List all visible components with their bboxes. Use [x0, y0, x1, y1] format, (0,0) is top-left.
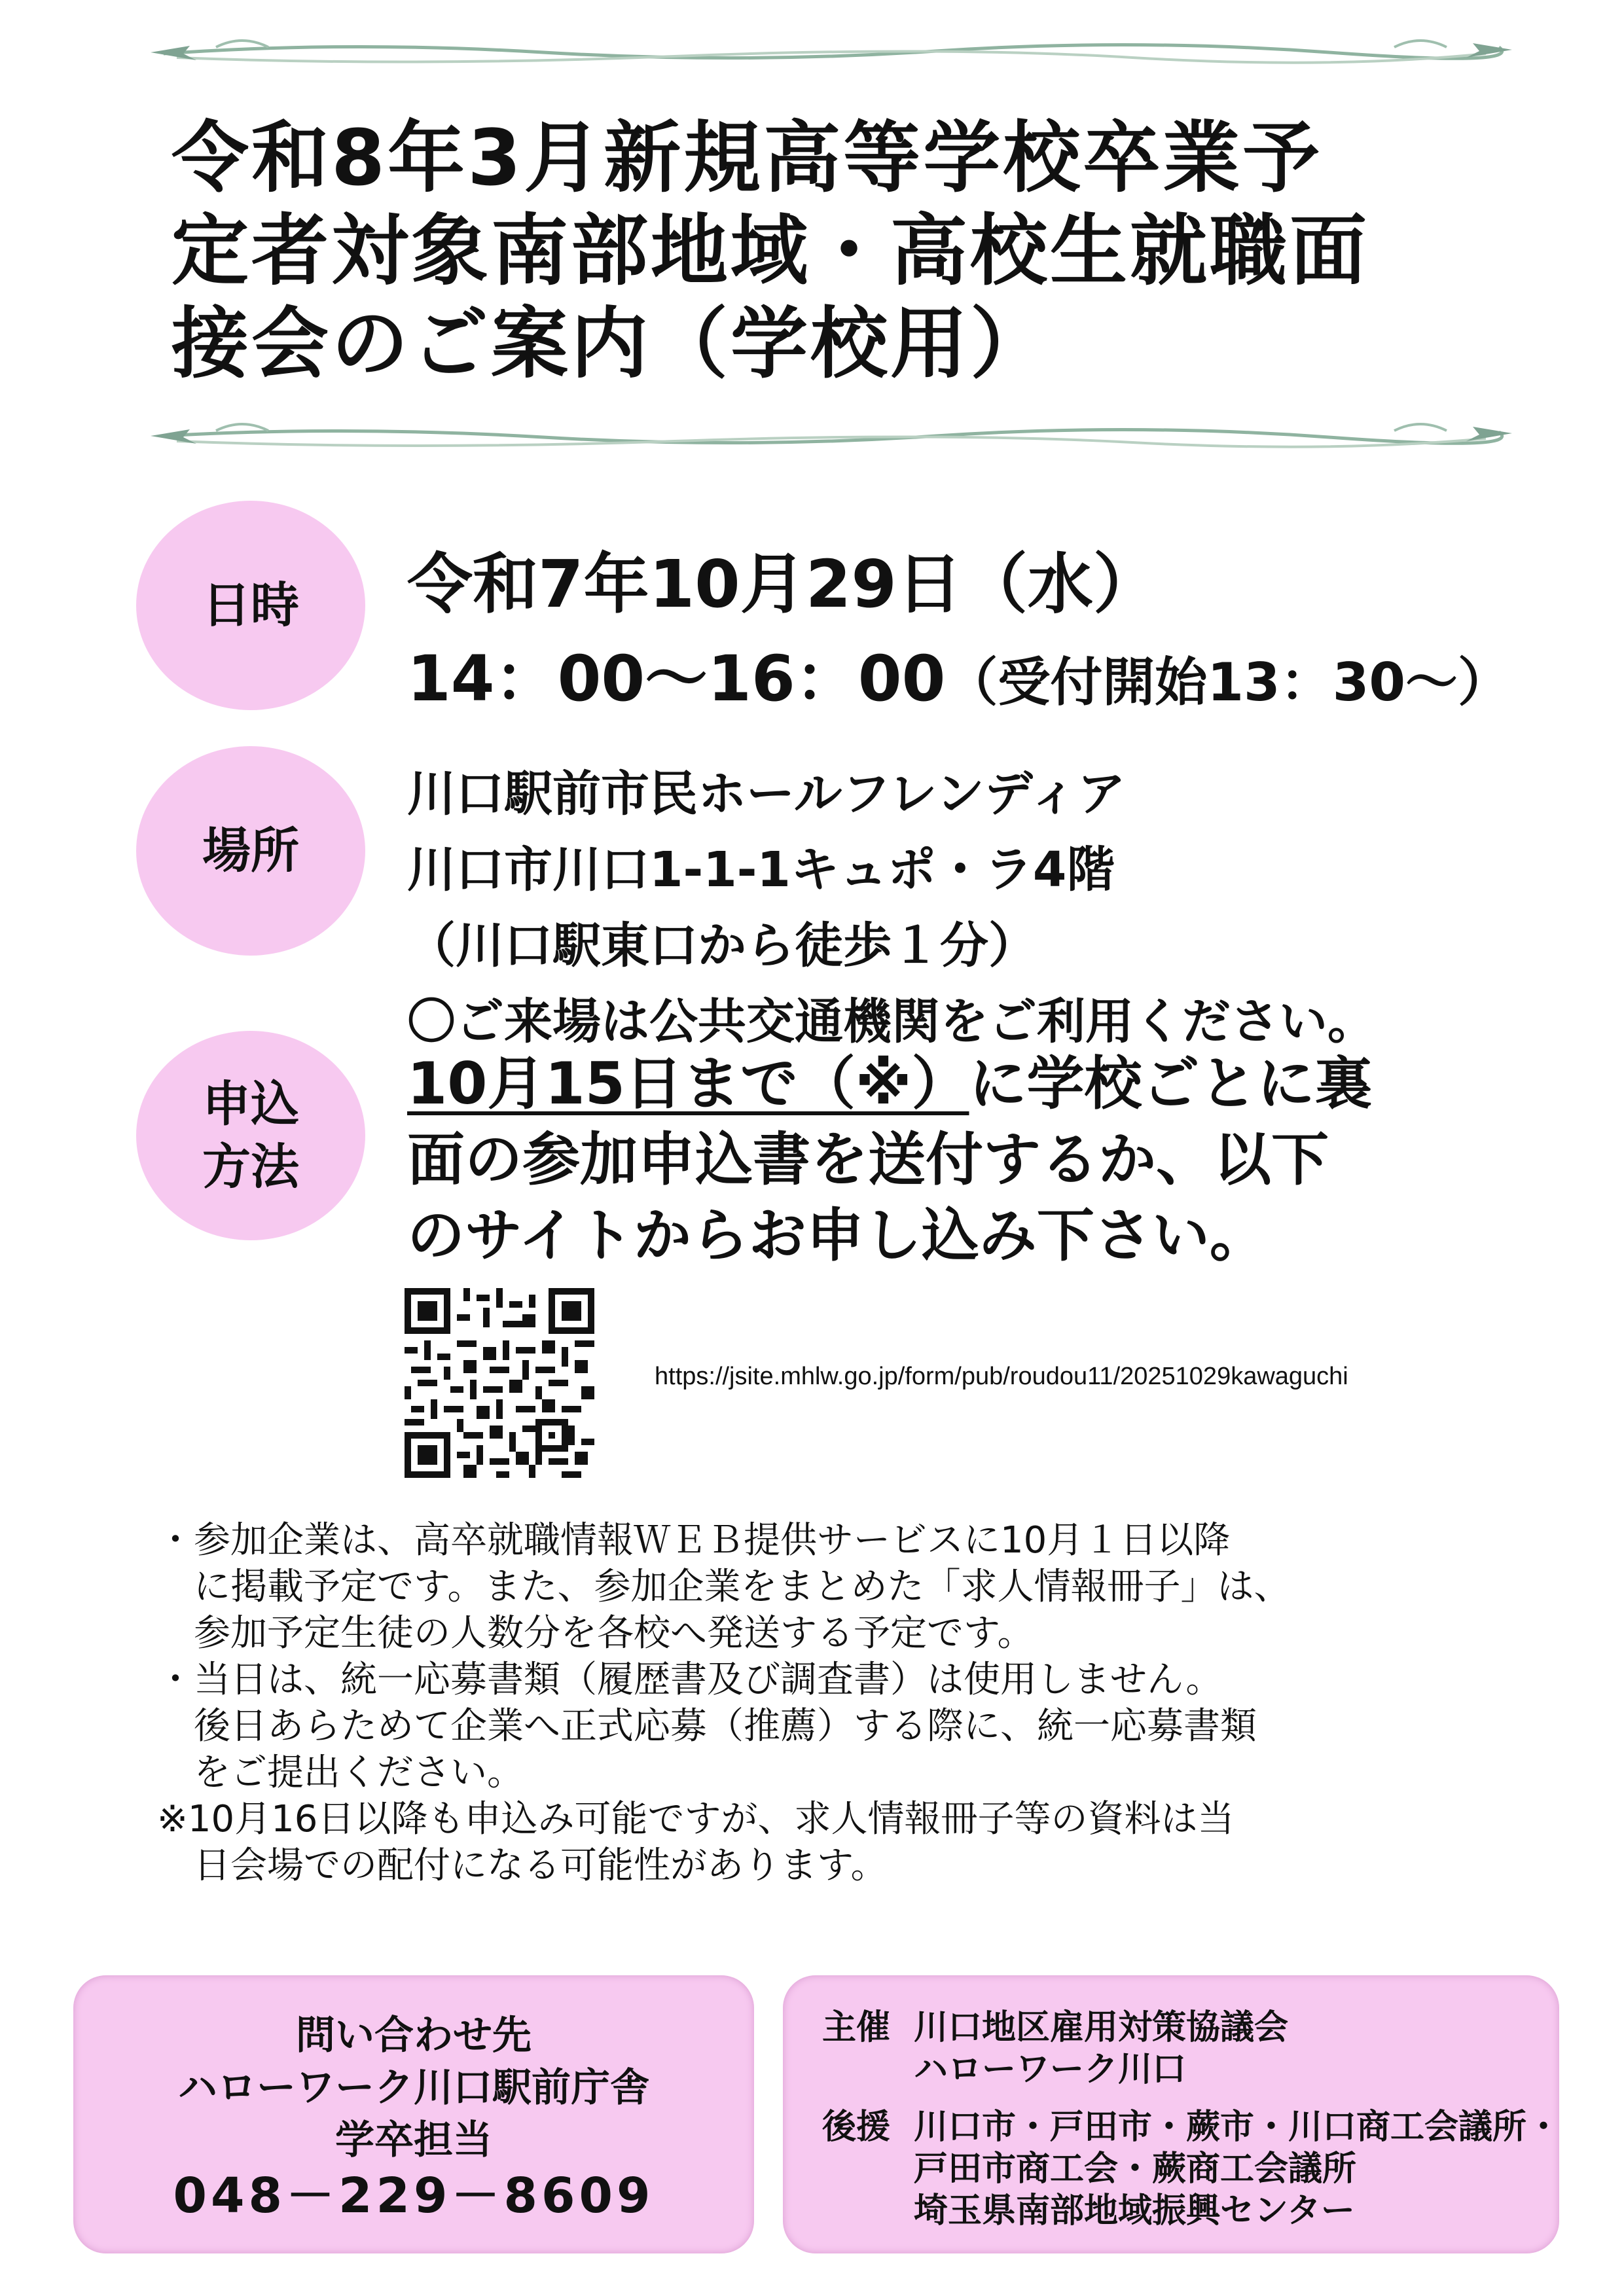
support-organizations-2: 戸田市商工会・蕨商工会議所: [914, 2149, 1357, 2189]
note-line: 後日あらためて企業へ正式応募（推薦）する際に、統一応募書類: [157, 1705, 1257, 1748]
note-line: ・当日は、統一応募書類（履歴書及び調査書）は使用しません。: [157, 1659, 1223, 1701]
application-deadline: 10月15日まで（※）: [407, 1050, 969, 1117]
contact-department: 学卒担当: [335, 2117, 492, 2163]
application-line-1: [407, 1046, 1373, 1122]
contact-text: [73, 2009, 754, 2225]
support-organizations-3: 埼玉県南部地域振興センター: [914, 2191, 1355, 2231]
contact-heading: 問い合わせ先: [296, 2013, 532, 2058]
transport-notice: 〇ご来場は公共交通機関をご利用ください。: [407, 994, 1376, 1050]
notes-section: [157, 1517, 1291, 1889]
support-organizations-1: 川口市・戸田市・蕨市・川口商工会議所・: [914, 2108, 1561, 2147]
application-block: [407, 1046, 1373, 1274]
reception-time: （受付開始13：30〜）: [945, 652, 1511, 713]
event-date: 令和7年10月29日（水）: [407, 546, 1159, 622]
application-line-3: のサイトからお申し込み下さい。: [407, 1202, 1267, 1269]
host-label: 主催: [822, 2008, 891, 2047]
place-block: [407, 756, 1376, 1060]
application-url[interactable]: https://jsite.mhlw.go.jp/form/pub/roudou11/20251029kawaguchi: [655, 1363, 1348, 1390]
support-label: 後援: [822, 2108, 891, 2147]
place-label: 場所: [202, 823, 299, 879]
sponsor-box: [783, 1975, 1559, 2253]
top-ornament-divider: [151, 27, 1512, 73]
application-label-2: 方法: [202, 1139, 299, 1195]
application-line-2: 面の参加申込書を送付するか、以下: [407, 1126, 1329, 1193]
host-organization-2: ハローワーク川口: [914, 2050, 1187, 2089]
note-line: に掲載予定です。また、参加企業をまとめた「求人情報冊子」は、: [157, 1566, 1291, 1608]
datetime-label: 日時: [202, 577, 299, 634]
host-organization-1: 川口地区雇用対策協議会: [914, 2008, 1289, 2047]
note-line: ※10月16日以降も申込み可能ですが、求人情報冊子等の資料は当: [157, 1798, 1235, 1840]
note-line: をご提出ください。: [157, 1751, 524, 1794]
event-time: 14：00〜16：00: [407, 642, 946, 715]
contact-phone[interactable]: 048－229－8609: [173, 2168, 655, 2224]
contact-office: ハローワーク川口駅前庁舎: [178, 2065, 649, 2111]
application-label-1: 申込: [202, 1076, 299, 1132]
note-line: 日会場での配付になる可能性があります。: [157, 1844, 888, 1887]
datetime-label-circle: [136, 501, 365, 710]
application-line-1-rest: に学校ごとに裏: [969, 1050, 1373, 1117]
venue-address: 川口市川口1-1-1キュポ・ラ4階: [407, 842, 1115, 898]
qr-code-icon[interactable]: [405, 1288, 594, 1478]
page-title: [171, 111, 1513, 390]
title-line-3: 接会のご案内（学校用）: [171, 298, 1051, 389]
application-label-circle: [136, 1031, 365, 1240]
event-time-line: [407, 632, 1510, 730]
venue-access: （川口駅東口から徒歩１分）: [407, 918, 1037, 974]
bottom-ornament-divider: [151, 412, 1512, 458]
place-label-circle: [136, 746, 365, 956]
venue-name: 川口駅前市民ホールフレンディア: [407, 766, 1126, 822]
title-line-2: 定者対象南部地域・高校生就職面: [171, 206, 1370, 296]
note-line: ・参加企業は、高卒就職情報ＷＥＢ提供サービスに10月１日以降: [157, 1519, 1231, 1562]
datetime-block: [407, 537, 1510, 730]
title-line-1: 令和8年3月新規高等学校卒業予: [171, 113, 1323, 203]
note-line: 参加予定生徒の人数分を各校へ発送する予定です。: [157, 1612, 1034, 1655]
contact-box: [73, 1975, 754, 2253]
